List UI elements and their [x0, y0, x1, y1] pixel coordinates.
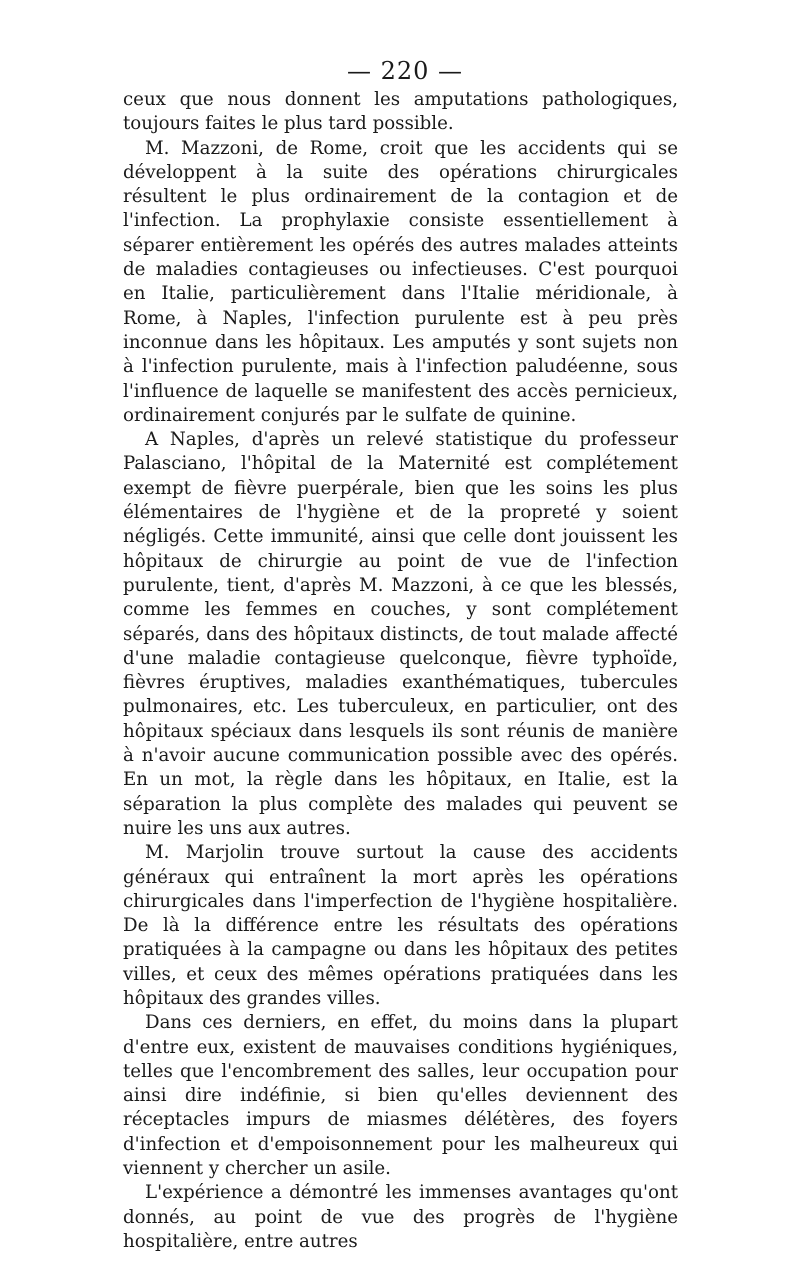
body-text [123, 88, 678, 1254]
paragraph: L'expérience a démontré les immenses avantages qu'ont donnés, au point de vue des progrès de l'hygiène hospitalière, entre autres [123, 1182, 678, 1252]
page-number: — 220 — [346, 57, 464, 85]
paragraph: ceux que nous donnent les amputations pathologiques, toujours faites le plus tard possible. [123, 89, 678, 135]
paragraph: M. Mazzoni, de Rome, croit que les accidents qui se développent à la suite des opérations chirurgicales résultent le plus ordinairement de la contagion et de l'infection. La prophylaxie consiste essentiellement à séparer entièrement les opérés des autres malades atteints de maladies contagieuses ou infectieuses. C'est pourquoi en Italie, particulièrement dans l'Italie méridionale, à Rome, à Naples, l'infection purulente est à peu près inconnue dans les hôpitaux. Les amputés y sont sujets non à l'infection purulente, mais à l'infection paludéenne, sous l'influence de laquelle se manifestent des accès pernicieux, ordinairement conjurés par le sulfate de quinine. [123, 137, 678, 426]
paragraph: A Naples, d'après un relevé statistique du professeur Palasciano, l'hôpital de la Maternité est complétement exempt de fièvre puerpérale, bien que les soins les plus élémentaires de l'hygiène et de la propreté y soient négligés. Cette immunité, ainsi que celle dont jouissent les hôpitaux de chirurgie au point de vue de l'infection purulente, tient, d'après M. Mazzoni, à ce que les blessés, comme les femmes en couches, y sont complétement séparés, dans des hôpitaux distincts, de tout malade affecté d'une maladie contagieuse quelconque, fièvre typhoïde, fièvres éruptives, maladies exanthématiques, tubercules pulmonaires, etc. Les tuberculeux, en particulier, ont des hôpitaux spéciaux dans lesquels ils sont réunis de manière à n'avoir aucune communication possible avec des opérés. En un mot, la règle dans les hôpitaux, en Italie, est la séparation la plus complète des malades qui peuvent se nuire les uns aux autres. [123, 429, 678, 839]
paragraph: M. Marjolin trouve surtout la cause des accidents généraux qui entraînent la mort après les opérations chirurgicales dans l'imperfection de l'hygiène hospitalière. De là la différence entre les résultats des opérations pratiquées à la campagne ou dans les hôpitaux des petites villes, et ceux des mêmes opérations pratiquées dans les hôpitaux des grandes villes. [123, 842, 678, 1009]
paragraph: Dans ces derniers, en effet, du moins dans la plupart d'entre eux, existent de mauvaises conditions hygiéniques, telles que l'encombrement des salles, leur occupation pour ainsi dire indéfinie, si bien qu'elles deviennent des réceptacles impurs de miasmes délétères, des foyers d'infection et d'empoisonnement pour les malheureux qui viennent y chercher un asile. [123, 1012, 678, 1180]
